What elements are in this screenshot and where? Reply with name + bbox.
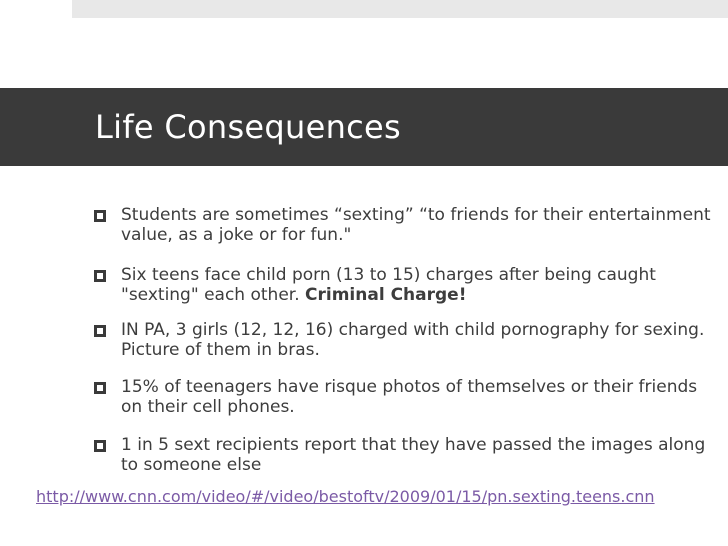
title-bar — [0, 88, 728, 166]
header-strip — [72, 0, 728, 18]
bullet-text: IN PA, 3 girls (12, 12, 16) charged with child pornography for sexing. Picture of them in bras. — [121, 320, 705, 360]
bullet-emphasis: Criminal Charge! — [305, 285, 467, 305]
bullet-item — [94, 435, 714, 475]
bullet-marker-icon — [94, 210, 106, 222]
slide-title: Life Consequences — [95, 108, 402, 146]
bullet-marker-icon — [94, 325, 106, 337]
bullet-marker-icon — [94, 440, 106, 452]
source-link[interactable]: http://www.cnn.com/video/#/video/bestoftv/2009/01/15/pn.sexting.teens.cnn — [36, 487, 655, 506]
bullet-item — [94, 265, 714, 305]
bullet-item — [94, 205, 714, 245]
bullet-item — [94, 377, 714, 417]
bullet-text: Students are sometimes “sexting” “to friends for their entertainment value, as a joke or for fun." — [121, 205, 711, 245]
bullet-text: Six teens face child porn (13 to 15) charges after being caught "sexting" each other. — [121, 265, 656, 305]
bullet-item — [94, 320, 714, 360]
bullet-text: 1 in 5 sext recipients report that they have passed the images along to someone else — [121, 435, 706, 475]
bullet-marker-icon — [94, 382, 106, 394]
bullet-text: 15% of teenagers have risque photos of themselves or their friends on their cell phones. — [121, 377, 698, 417]
bullet-marker-icon — [94, 270, 106, 282]
